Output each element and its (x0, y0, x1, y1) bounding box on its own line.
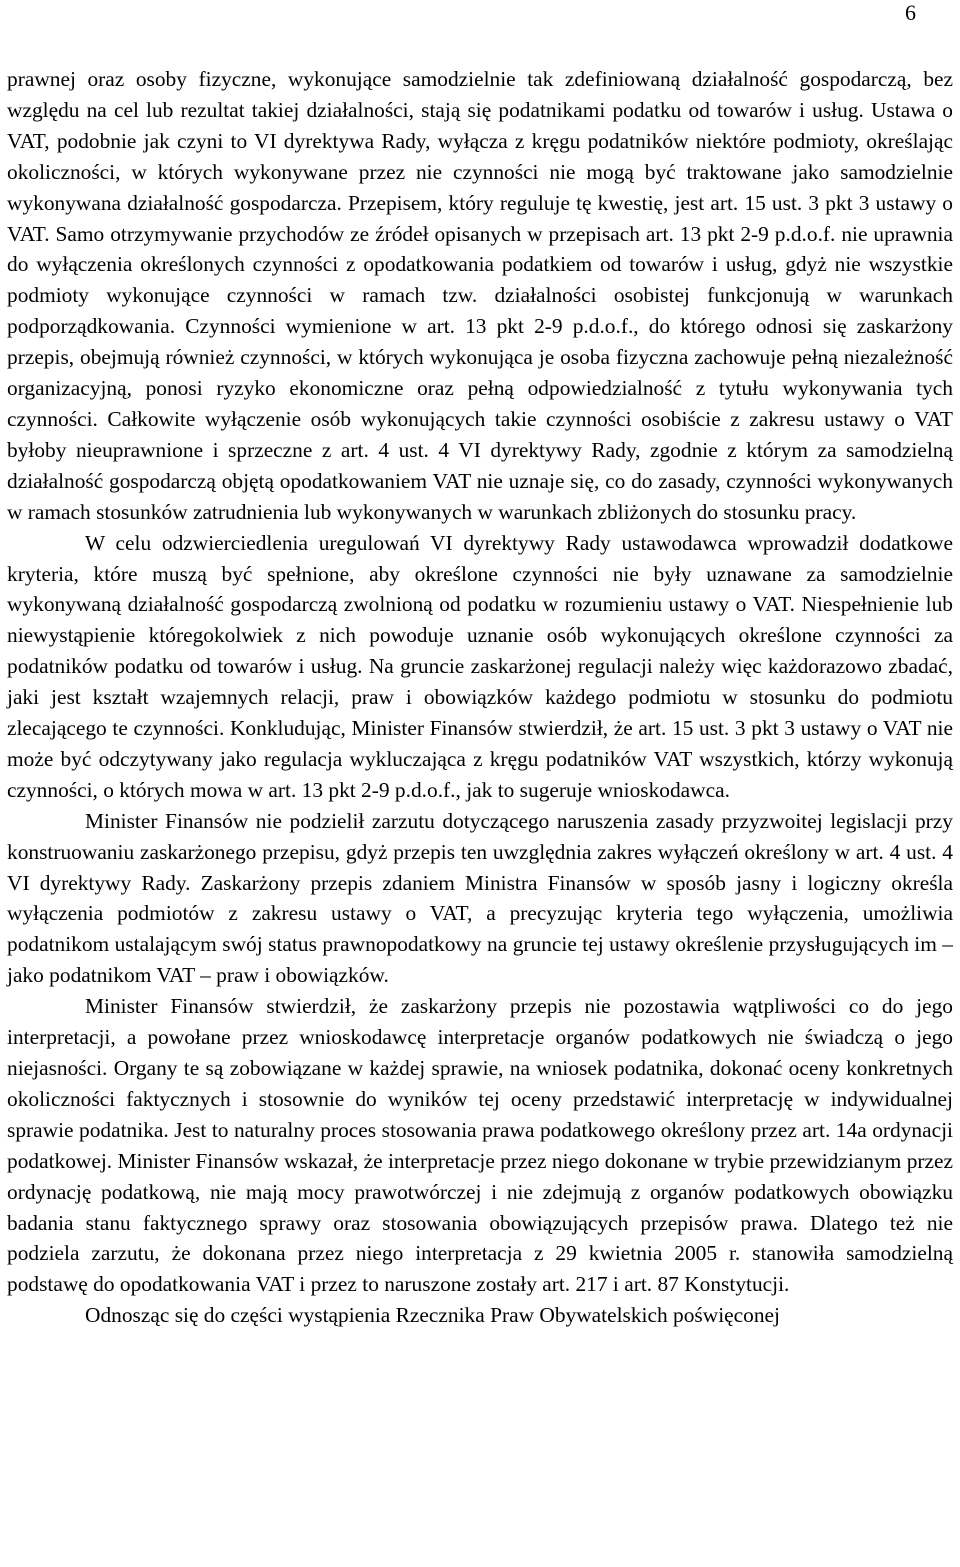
paragraph-3: Minister Finansów nie podzielił zarzutu dotyczącego naruszenia zasady przyzwoitej legislacji przy konstruowaniu zaskarżonego przepisu, gdyż przepis ten uwzględnia zakres wyłączeń określony w art. 4 ust. 4 VI dyrektywy Rady. Zaskarżony przepis zdaniem Ministra Finansów w sposób jasny i logiczny określa wyłączenia podmiotów z zakresu ustawy o VAT, a precyzując kryteria tego wyłączenia, umożliwia podatnikom ustalającym swój status prawnopodatkowy na gruncie tej ustawy określenie przysługujących im – jako podatnikom VAT – praw i obowiązków. (7, 808, 953, 988)
paragraph-2: W celu odzwierciedlenia uregulowań VI dyrektywy Rady ustawodawca wprowadził dodatkowe kryteria, które muszą być spełnione, aby określone czynności nie były uznawane za samodzielnie wykonywaną działalność gospodarczą zwolnioną od podatku w rozumieniu ustawy o VAT. Niespełnienie lub niewystąpienie któregokolwiek z nich powoduje uznanie osób wykonujących określone czynności za podatników podatku od towarów i usług. Na gruncie zaskarżonej regulacji należy więc każdorazowo zbadać, jaki jest kształt wzajemnych relacji, praw i obowiązków każdego podmiotu w stosunku do podmiotu zlecającego te czynności. Konkludując, Minister Finansów stwierdził, że art. 15 ust. 3 pkt 3 ustawy o VAT nie może być odczytywany jako regulacja wykluczająca z kręgu podatników VAT wszystkich, którzy wykonują czynności, o których mowa w art. 13 pkt 2-9 p.d.o.f., jak to sugeruje wnioskodawca. (7, 530, 953, 802)
paragraph-1: prawnej oraz osoby fizyczne, wykonujące samodzielnie tak zdefiniowaną działalność gospodarczą, bez względu na cel lub rezultat takiej działalności, stają się podatnikami podatku od towarów i usług. Ustawa o VAT, podobnie jak czyni to VI dyrektywa Rady, wyłącza z kręgu podatników niektóre podmioty, określając okoliczności, w których wykonywane przez nie czynności nie mogą być traktowane jako samodzielnie wykonywana działalność gospodarcza. Przepisem, który reguluje tę kwestię, jest art. 15 ust. 3 pkt 3 ustawy o VAT. Samo otrzymywanie przychodów ze źródeł opisanych w przepisach art. 13 pkt 2-9 p.d.o.f. nie uprawnia do wyłączenia określonych czynności z opodatkowania podatkiem od towarów i usług, gdyż nie wszystkie podmioty wykonujące czynności w ramach tzw. działalności osobistej funkcjonują w warunkach podporządkowania. Czynności wymienione w art. 13 pkt 2-9 p.d.o.f., do którego odnosi się zaskarżony przepis, obejmują również czynności, w których wykonująca je osoba fizyczna zachowuje pełną niezależność organizacyjną, ponosi ryzyko ekonomiczne oraz pełną odpowiedzialność z tytułu wykonywania tych czynności. Całkowite wyłączenie osób wykonujących takie czynności osobiście z zakresu ustawy o VAT byłoby nieuprawnione i sprzeczne z art. 4 ust. 4 VI dyrektywy Rady, zgodnie z którym za samodzielną działalność gospodarczą objętą opodatkowaniem VAT nie uznaje się, co do zasady, czynności wykonywanych w ramach stosunków zatrudnienia lub wykonywanych w warunkach zbliżonych do stosunku pracy. (7, 67, 953, 524)
page-number: 6 (905, 0, 916, 25)
paragraph-5: Odnosząc się do części wystąpienia Rzecznika Praw Obywatelskich poświęconej (85, 1303, 780, 1328)
paragraph-4: Minister Finansów stwierdził, że zaskarżony przepis nie pozostawia wątpliwości co do jego interpretacji, a powołane przez wnioskodawcę interpretacje organów podatkowych nie świadczą o jego niejasności. Organy te są zobowiązane w każdej sprawie, na wniosek podatnika, dokonać oceny konkretnych okoliczności faktycznych i stosownie do wyników tej oceny przedstawić interpretację w indywidualnej sprawie podatnika. Jest to naturalny proces stosowania prawa podatkowego określony przez art. 14a ordynacji podatkowej. Minister Finansów wskazał, że interpretacje przez niego dokonane w trybie przewidzianym przez ordynację podatkową, nie mają mocy prawotwórczej i nie zdejmują z organów podatkowych obowiązku badania stanu faktycznego sprawy oraz stosowania obowiązujących przepisów prawa. Dlatego też nie podziela zarzutu, że dokonana przez niego interpretacja z 29 kwietnia 2005 r. stanowiła samodzielną podstawę do opodatkowania VAT i przez to naruszone zostały art. 217 i art. 87 Konstytucji. (7, 994, 953, 1297)
document-body (7, 64, 953, 1331)
